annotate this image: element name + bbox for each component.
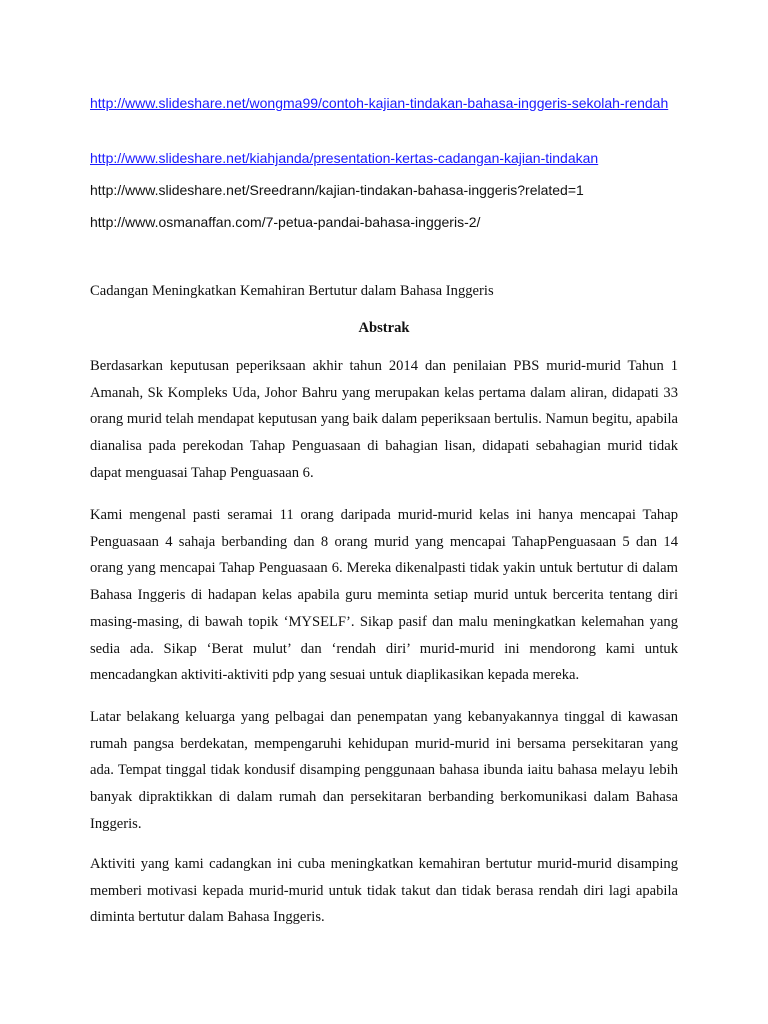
reference-url-text: http://www.osmanaffan.com/7-petua-pandai-bahasa-inggeris-2/ xyxy=(90,214,481,230)
reference-link-2[interactable] xyxy=(90,148,680,168)
reference-url-3 xyxy=(90,180,680,200)
abstract-paragraph-4: Aktiviti yang kami cadangkan ini cuba meningkatkan kemahiran bertutur murid-murid disamping memberi motivasi kepada murid-murid untuk tidak takut dan tidak berasa rendah diri lagi apabila diminta bertutur dalam Bahasa Inggeris. xyxy=(90,856,678,926)
reference-link-1[interactable] xyxy=(90,93,680,113)
reference-url-text: http://www.slideshare.net/Sreedrann/kajian-tindakan-bahasa-inggeris?related=1 xyxy=(90,182,584,198)
reference-link-text[interactable]: http://www.slideshare.net/kiahjanda/presentation-kertas-cadangan-kajian-tindakan xyxy=(90,150,599,166)
abstract-paragraph-2: Kami mengenal pasti seramai 11 orang daripada murid-murid kelas ini hanya mencapai Tahap Penguasaan 4 sahaja berbanding dan 8 orang murid yang mencapai TahapPenguasaan 5 dan 14 orang yang mencapai Tahap Penguasaan 6. Mereka dikenalpasti tidak yakin untuk bertutur di dalam Bahasa Inggeris di hadapan kelas apabila guru meminta setiap murid untuk bercerita tentang diri masing-masing, di bawah topik ‘MYSELF’. Sikap pasif dan malu meningkatkan kelemahan yang sedia ada. Sikap ‘Berat mulut’ dan ‘rendah diri’ murid-murid ini mendorong kami untuk mencadangkan aktiviti-aktiviti pdp yang sesuai untuk diaplikasikan kepada mereka. xyxy=(90,507,678,684)
reference-link-text[interactable]: http://www.slideshare.net/wongma99/contoh-kajian-tindakan-bahasa-inggeris-sekolah-rendah xyxy=(90,95,669,111)
abstract-heading: Abstrak xyxy=(358,320,410,336)
abstract-paragraph-1: Berdasarkan keputusan peperiksaan akhir tahun 2014 dan penilaian PBS murid-murid Tahun 1 Amanah, Sk Kompleks Uda, Johor Bahru yang merupakan kelas pertama dalam aliran, didapati 33 orang murid telah mendapat keputusan yang baik dalam peperiksaan bertulis. Namun begitu, apabila dianalisa pada perekodan Tahap Penguasaan di bahagian lisan, didapati sebahagian murid tidak dapat menguasai Tahap Penguasaan 6. xyxy=(90,358,678,481)
reference-url-4 xyxy=(90,212,680,232)
document-title: Cadangan Meningkatkan Kemahiran Bertutur dalam Bahasa Inggeris xyxy=(90,283,494,299)
abstract-paragraph-3: Latar belakang keluarga yang pelbagai dan penempatan yang kebanyakannya tinggal di kawasan rumah pangsa berdekatan, mempengaruhi kehidupan murid-murid ini bersama persekitaran yang ada. Tempat tinggal tidak kondusif disamping penggunaan bahasa ibunda iaitu bahasa melayu lebih banyak dipraktikkan di dalam rumah dan persekitaran berbanding berkomunikasi dalam Bahasa Inggeris. xyxy=(90,709,678,832)
